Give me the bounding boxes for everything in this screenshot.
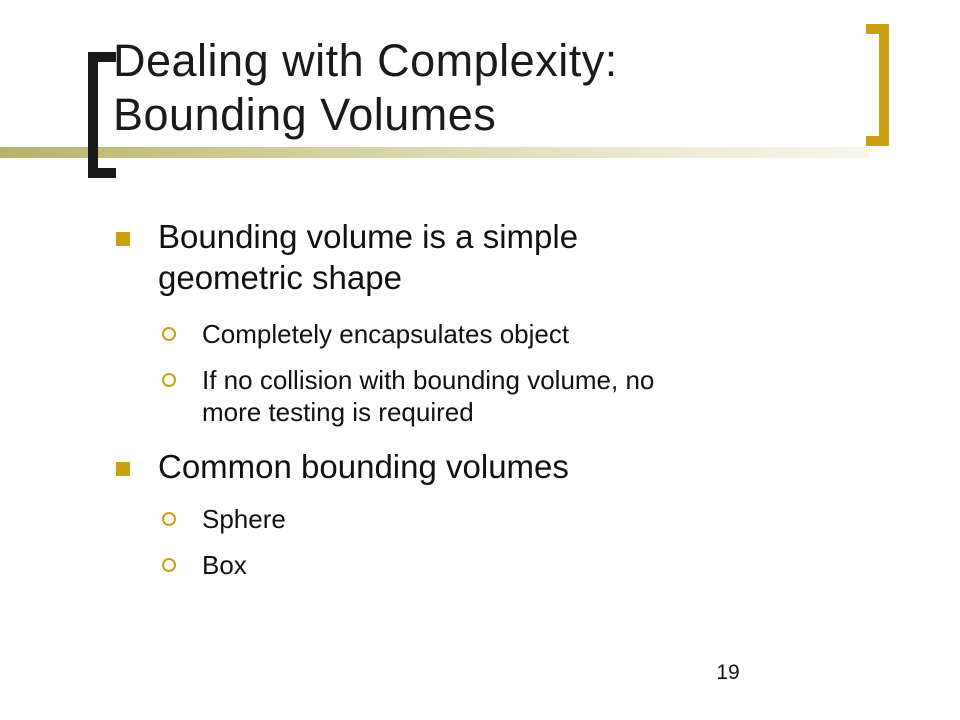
left-bracket-top (88, 52, 116, 62)
bullet-item (115, 216, 875, 298)
title-underline-band (0, 147, 870, 158)
square-bullet-icon (116, 462, 130, 476)
slide-title-line-1: Dealing with Complexity: (113, 35, 618, 86)
sub-bullet-text-line: If no collision with bounding volume, no (202, 365, 655, 395)
slide-title (113, 34, 853, 142)
sub-bullet-item (158, 364, 875, 428)
bullet-text-line: Common bounding volumes (158, 448, 569, 485)
left-bracket-bottom (88, 168, 116, 178)
ring-bullet-icon (162, 373, 176, 387)
slide-page-number: 19 (716, 661, 740, 684)
bullet-text-line: Bounding volume is a simple (158, 218, 579, 255)
sub-bullet-text-line: Sphere (202, 504, 286, 534)
sub-bullet-text-line: Completely encapsulates object (202, 319, 570, 349)
ring-bullet-icon (162, 558, 176, 572)
sub-bullet-text-line: Box (202, 550, 247, 580)
bullet-text-line: geometric shape (158, 259, 402, 296)
right-bracket-top (866, 24, 889, 34)
left-bracket-bar (88, 52, 98, 178)
square-bullet-icon (116, 232, 130, 246)
ring-bullet-icon (162, 327, 176, 341)
right-bracket-bottom (866, 136, 889, 146)
right-bracket-bar (879, 24, 889, 146)
sub-bullet-text-line: more testing is required (202, 397, 474, 427)
bullet-item (115, 446, 875, 487)
ring-bullet-icon (162, 512, 176, 526)
sub-bullet-item (158, 318, 875, 350)
slide-title-line-2: Bounding Volumes (113, 89, 497, 140)
sub-bullet-item (158, 549, 875, 581)
slide-body (115, 216, 875, 581)
sub-bullet-item (158, 503, 875, 535)
